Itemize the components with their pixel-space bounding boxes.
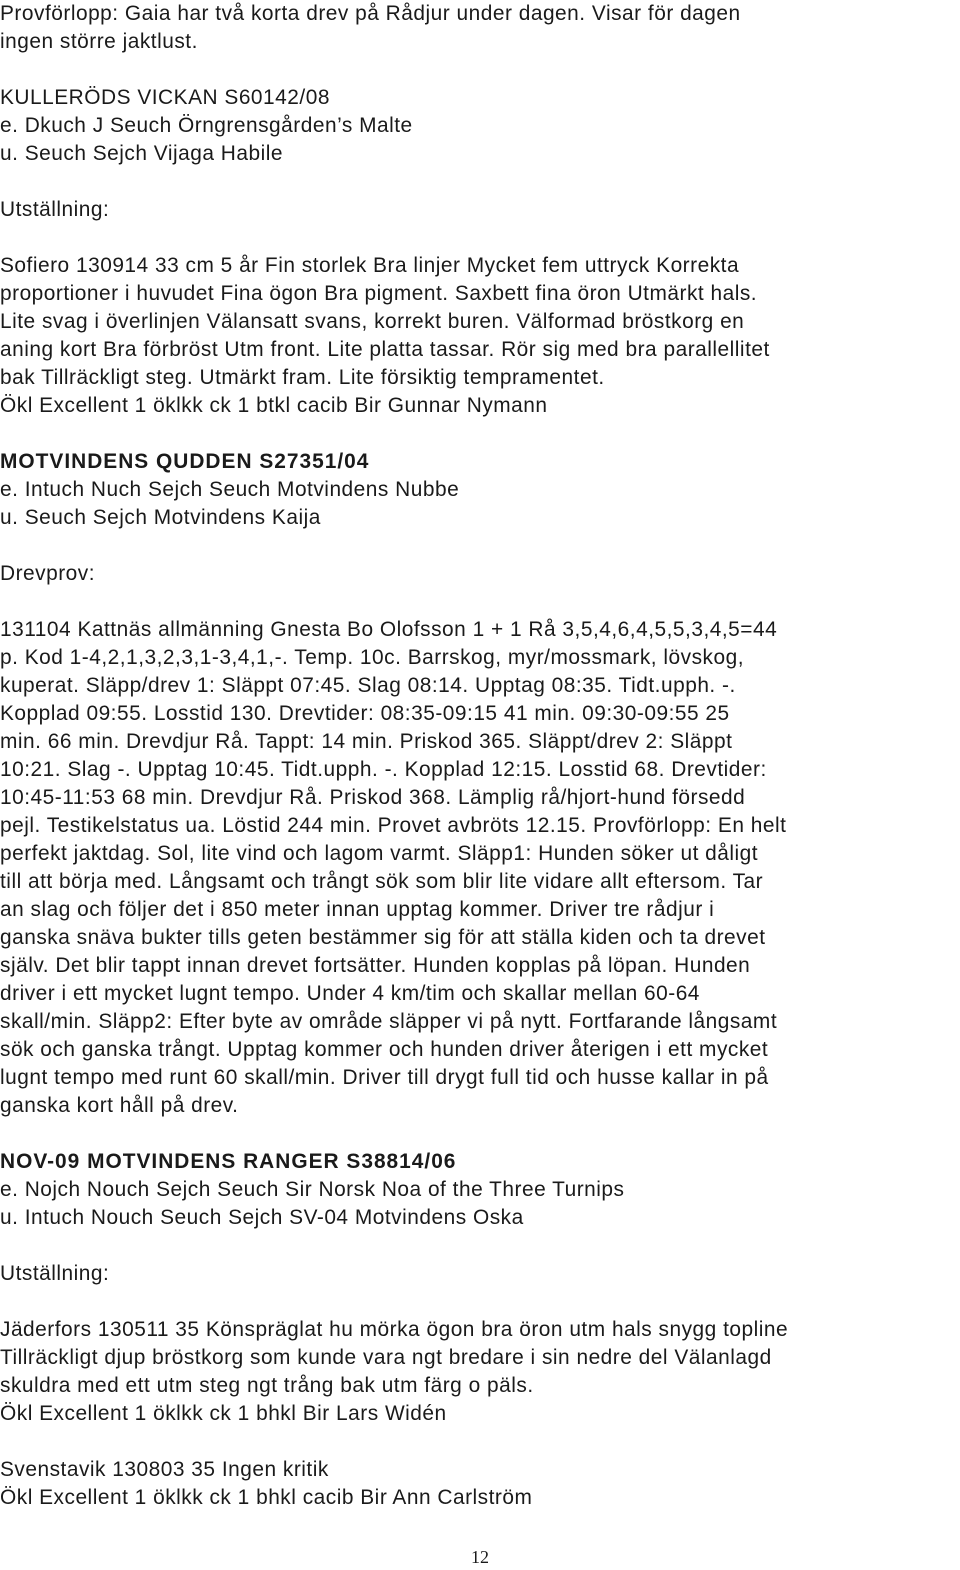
page-number: 12: [471, 1547, 489, 1567]
dog-heading: MOTVINDENS QUDDEN S27351/04: [0, 450, 370, 473]
text-line: pejl. Testikelstatus ua. Löstid 244 min. Provet avbröts 12.15. Provförlopp: En helt: [0, 814, 787, 837]
text-line: sök och ganska trångt. Upptag kommer och hunden driver återigen i ett mycket: [0, 1038, 769, 1061]
text-line: Ökl Excellent 1 öklkk ck 1 bhkl cacib Bir Ann Carlström: [0, 1486, 533, 1509]
text-line: p. Kod 1-4,2,1,3,2,3,1-3,4,1,-. Temp. 10c. Barrskog, myr/mossmark, lövskog,: [0, 646, 745, 669]
text-line: Ökl Excellent 1 öklkk ck 1 btkl cacib Bir Gunnar Nymann: [0, 394, 548, 417]
text-line: Sofiero 130914 33 cm 5 år Fin storlek Bra linjer Mycket fem uttryck Korrekta: [0, 254, 740, 277]
text-line: själv. Det blir tappt innan drevet fortsätter. Hunden kopplas på löpan. Hunden: [0, 954, 751, 977]
text-line: Jäderfors 130511 35 Könspräglat hu mörka ögon bra öron utm hals snygg topline: [0, 1318, 789, 1341]
text-line: e. Intuch Nuch Sejch Seuch Motvindens Nubbe: [0, 478, 460, 501]
text-line: 10:21. Slag -. Upptag 10:45. Tidt.upph. -. Kopplad 12:15. Losstid 68. Drevtider:: [0, 758, 767, 781]
text-line: kuperat. Släpp/drev 1: Släppt 07:45. Slag 08:14. Upptag 08:35. Tidt.upph. -.: [0, 674, 736, 697]
text-line: u. Seuch Sejch Vijaga Habile: [0, 142, 283, 165]
text-line: skuldra med ett utm steg ngt trång bak utm färg o päls.: [0, 1374, 534, 1397]
text-line: Svenstavik 130803 35 Ingen kritik: [0, 1458, 329, 1481]
text-line: bak Tillräckligt steg. Utmärkt fram. Lite försiktig tempramentet.: [0, 366, 605, 389]
text-line: KULLERÖDS VICKAN S60142/08: [0, 86, 330, 109]
text-line: ingen större jaktlust.: [0, 30, 198, 53]
text-line: skall/min. Släpp2: Efter byte av område släpper vi på nytt. Fortfarande långsamt: [0, 1010, 778, 1033]
text-line: an slag och följer det i 850 meter innan upptag kommer. Driver tre rådjur i: [0, 898, 715, 921]
text-line: Kopplad 09:55. Losstid 130. Drevtider: 08:35-09:15 41 min. 09:30-09:55 25: [0, 702, 730, 725]
text-line: Utställning:: [0, 198, 110, 221]
text-line: Tillräckligt djup bröstkorg som kunde vara ngt bredare i sin nedre del Välanlagd: [0, 1346, 772, 1369]
text-line: Drevprov:: [0, 562, 96, 585]
text-line: aning kort Bra förbröst Utm front. Lite platta tassar. Rör sig med bra parallellitet: [0, 338, 770, 361]
text-line: min. 66 min. Drevdjur Rå. Tappt: 14 min. Priskod 365. Släppt/drev 2: Släppt: [0, 730, 733, 753]
text-line: proportioner i huvudet Fina ögon Bra pigment. Saxbett fina öron Utmärkt hals.: [0, 282, 758, 305]
text-line: ganska snäva bukter tills geten bestämmer sig för att ställa kiden och ta drevet: [0, 926, 766, 949]
text-line: e. Dkuch J Seuch Örngrensgården’s Malte: [0, 114, 413, 137]
text-line: lugnt tempo med runt 60 skall/min. Driver till drygt full tid och husse kallar in på: [0, 1066, 769, 1089]
text-line: till att börja med. Långsamt och trångt sök som blir lite vidare allt eftersom. Tar: [0, 870, 764, 893]
text-line: Ökl Excellent 1 öklkk ck 1 bhkl Bir Lars Widén: [0, 1402, 447, 1425]
text-line: driver i ett mycket lugnt tempo. Under 4 km/tim och skallar mellan 60-64: [0, 982, 700, 1005]
text-line: u. Intuch Nouch Seuch Sejch SV-04 Motvindens Oska: [0, 1206, 524, 1229]
text-line: 10:45-11:53 68 min. Drevdjur Rå. Priskod 368. Lämplig rå/hjort-hund försedd: [0, 786, 746, 809]
text-line: perfekt jaktdag. Sol, lite vind och lagom varmt. Släpp1: Hunden söker ut dåligt: [0, 842, 759, 865]
text-line: ganska kort håll på drev.: [0, 1094, 239, 1117]
text-line: Utställning:: [0, 1262, 110, 1285]
dog-heading: NOV-09 MOTVINDENS RANGER S38814/06: [0, 1150, 457, 1173]
text-line: e. Nojch Nouch Sejch Seuch Sir Norsk Noa of the Three Turnips: [0, 1178, 625, 1201]
text-line: Provförlopp: Gaia har två korta drev på Rådjur under dagen. Visar för dagen: [0, 2, 741, 25]
text-line: Lite svag i överlinjen Välansatt svans, korrekt buren. Välformad bröstkorg en: [0, 310, 745, 333]
text-line: u. Seuch Sejch Motvindens Kaija: [0, 506, 321, 529]
text-line: 131104 Kattnäs allmänning Gnesta Bo Olofsson 1 + 1 Rå 3,5,4,6,4,5,5,3,4,5=44: [0, 618, 778, 641]
